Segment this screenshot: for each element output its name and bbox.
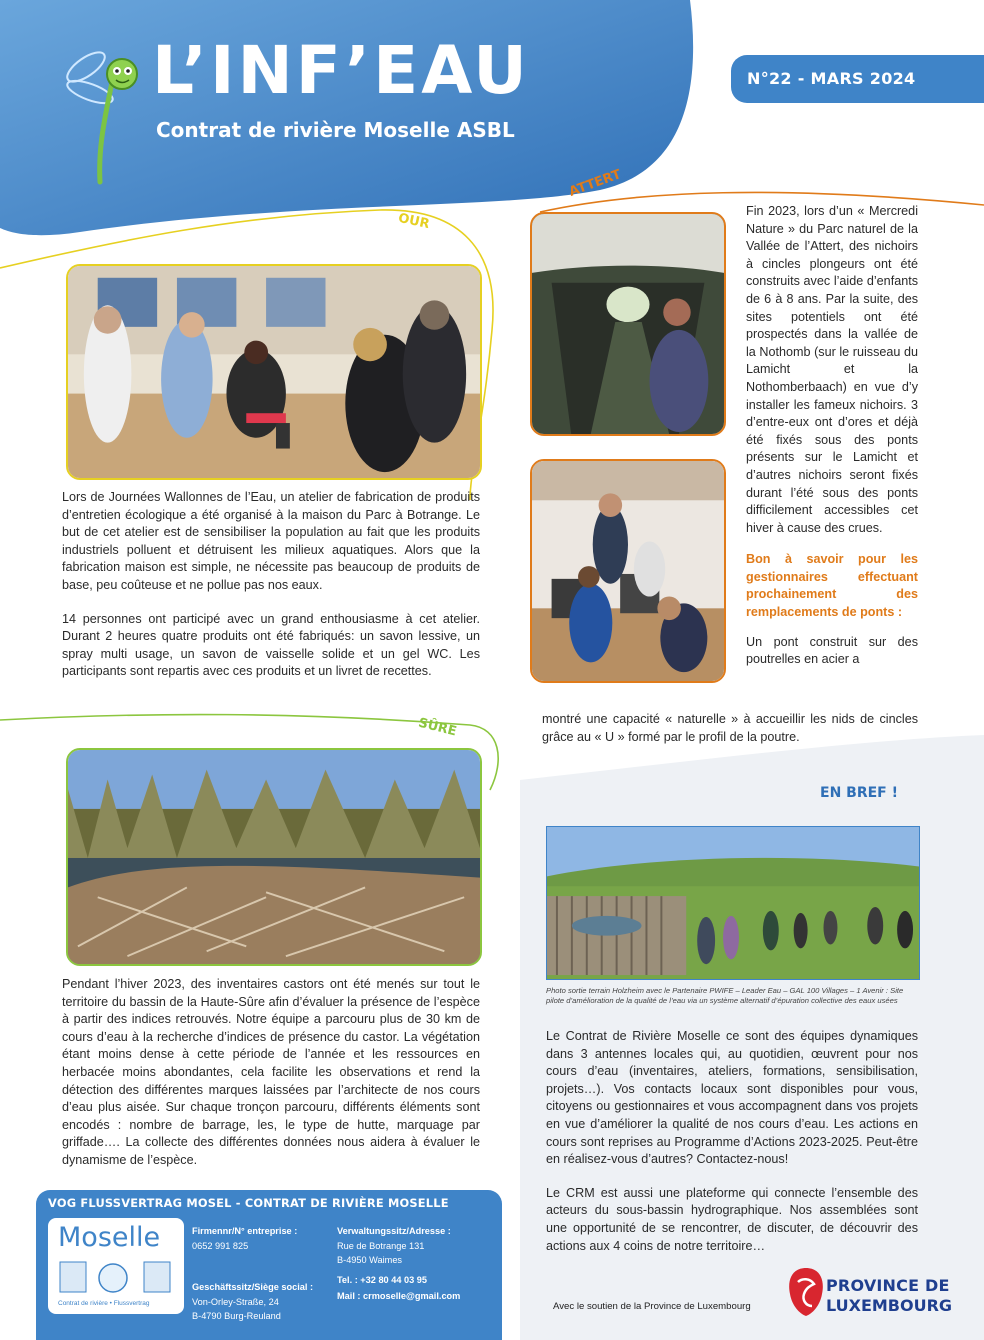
attert-paragraph-2b: montré une capacité « naturelle » à accueillir les nids de cincles grâce au « U » formé par le profil de la poutre. bbox=[542, 712, 918, 744]
issue-badge: N°22 - MARS 2024 bbox=[731, 55, 984, 103]
footer-heading: VOG FLUSSVERTRAG MOSEL - CONTRAT DE RIVIÈRE MOSELLE bbox=[48, 1196, 449, 1210]
ourthe-paragraph-2: 14 personnes ont participé avec un grand enthousiasme à cet atelier. Durant 2 heures quatre produits ont été fabriqués: un savon lessive, un spray multi usage, un savon de vaisselle solide et un gel WC. Les participants sont repartis avec ces produits et un livret de recettes. bbox=[62, 611, 480, 679]
attert-article-continuation bbox=[542, 711, 918, 746]
attert-paragraph-2a: Un pont construit sur des poutrelles en acier a bbox=[746, 634, 918, 667]
magazine-subtitle: Contrat de rivière Moselle ASBL bbox=[156, 118, 515, 142]
magazine-title: L’INF’EAU bbox=[152, 32, 530, 109]
section-label-ourthe: OUR bbox=[396, 210, 431, 233]
section-label-sure: SÛRE bbox=[416, 715, 459, 740]
ourthe-article bbox=[62, 489, 480, 681]
partner-logos-icon bbox=[58, 1260, 174, 1296]
support-note: Avec le soutien de la Province de Luxembourg bbox=[553, 1301, 751, 1312]
sure-article bbox=[62, 976, 480, 1170]
ourthe-paragraph-1: Lors de Journées Wallonnes de l’Eau, un atelier de fabrication de produits d’entretien écologique a été organisé à la maison du Parc à Botrange. Le but de cet atelier est de sensibiliser la population au fait que les produits industriels polluent et détruisent les milieux aquatiques. Alors que la fabrication maison est simple, ne nécessite pas beaucoup de produits de base, peu coûteuse et ne pollue pas nos eaux. bbox=[62, 490, 480, 592]
firm-number-label: Firmennr/N° entreprise : bbox=[192, 1226, 298, 1236]
en-bref-paragraph-2: Le CRM est aussi une plateforme qui connecte l’ensemble des acteurs du sous-bassin hydrographique. Nos assemblées sont une opportunité de se rencontrer, de discuter, de découvrir des actions aux 4 coins de notre territoire… bbox=[546, 1185, 918, 1253]
email-link[interactable]: Mail : crmoselle@gmail.com bbox=[337, 1291, 461, 1301]
en-bref-paragraph-1: Le Contrat de Rivière Moselle ce sont des équipes dynamiques dans 3 antennes locales qui, au quotidien, œuvrent pour nos cours d’eau (inventaires, ateliers, formations, sensibilisation, projets…). Vos contacts locaux sont disponibles pour vous, citoyens ou gestionnaires et vous accompagnent dans vos projets en vue d’améliorer la qualité de nos cours d’eau. Les actions en cours sont reprises au Programme d’Actions 2023-2025. Peut-être en réalisez-vous d’autres? Contactez-nous! bbox=[546, 1029, 918, 1167]
section-label-attert: ATTERT bbox=[567, 167, 624, 200]
attert-article bbox=[746, 203, 918, 669]
workshop-photo bbox=[66, 264, 482, 480]
registered-office-line1: Von-Orley-Straße, 24 bbox=[192, 1297, 279, 1307]
beaver-dam-photo bbox=[66, 748, 482, 966]
field-visit-photo bbox=[546, 826, 920, 980]
en-bref-heading: EN BREF ! bbox=[820, 785, 898, 801]
firm-number-value: 0652 991 825 bbox=[192, 1241, 249, 1251]
dragonfly-mascot-icon bbox=[60, 22, 150, 192]
province-logo-line2: LUXEMBOURG bbox=[826, 1296, 953, 1315]
field-visit-caption: Photo sortie terrain Holzheim avec le Partenaire PWIFE – Leader Eau – GAL 100 Villages – 1 Avenir : Site pilote d’amélioration de la qualité de l’eau via un système alternatif d’épuration collective des eaux usées bbox=[546, 986, 904, 1005]
province-logo-line1: PROVINCE DE bbox=[826, 1276, 950, 1295]
en-bref-article bbox=[546, 1028, 918, 1255]
admin-address-line2: B-4950 Waimes bbox=[337, 1255, 403, 1265]
phone-number: Tel. : +32 80 44 03 95 bbox=[337, 1275, 427, 1285]
admin-address-line1: Rue de Botrange 131 bbox=[337, 1241, 425, 1251]
sure-paragraph-1: Pendant l’hiver 2023, des inventaires castors ont été menés sur tout le territoire du bassin de la Haute-Sûre afin d’évaluer la présence de l’espèce à partir des indices retrouvés. Notre équipe a parcouru plus de 30 km de cours d’eau à la recherche d’indices de présence du castor. La végétation étant moins dense à cette période de l’année et les ressources en herbacée moins abondantes, cela facilite les observations et rend la détection des différentes marques laissées par l’architecte de nos cours d’eau plus aisée. Sur chaque tronçon parcouru, différents éléments sont encodés : nombre de barrage, les, le type de hutte, marquage par griffade…. La collecte des différentes données nous aidera à évaluer le dynamisme de l’espèce. bbox=[62, 977, 480, 1167]
admin-address-label: Verwaltungssitz/Adresse : bbox=[337, 1226, 451, 1236]
nest-building-photo bbox=[530, 459, 726, 683]
registered-office-label: Geschäftssitz/Siège social : bbox=[192, 1282, 314, 1292]
moselle-logo-tagline: Contrat de rivière • Flussvertrag bbox=[58, 1300, 150, 1307]
attert-highlight: Bon à savoir pour les gestionnaires effectuant prochainement des remplacements de ponts : bbox=[746, 552, 918, 620]
province-lion-icon bbox=[784, 1266, 828, 1318]
bridge-tunnel-photo bbox=[530, 212, 726, 436]
registered-office-line2: B-4790 Burg-Reuland bbox=[192, 1311, 281, 1321]
attert-paragraph-1: Fin 2023, lors d’un « Mercredi Nature » du Parc naturel de la Vallée de l’Attert, des nichoirs à cincles plongeurs ont été construits avec l’aide d’enfants de 6 à 8 ans. Par la suite, des sites potentiels ont été prospectés dans la vallée de la Nothomb (sur le ruisseau du Lamicht et la Nothomberbaach) en vue d’y installer les fameux nichoirs. 3 d’entre-eux ont d’ores et déjà été fixés sous des ponts présents sur le Lamicht et d’autres nichoirs seront fixés durant l’été sous des ponts difficilement accessibles cet hiver à cause des crues. bbox=[746, 204, 918, 535]
moselle-logo: Moselle bbox=[58, 1222, 161, 1253]
